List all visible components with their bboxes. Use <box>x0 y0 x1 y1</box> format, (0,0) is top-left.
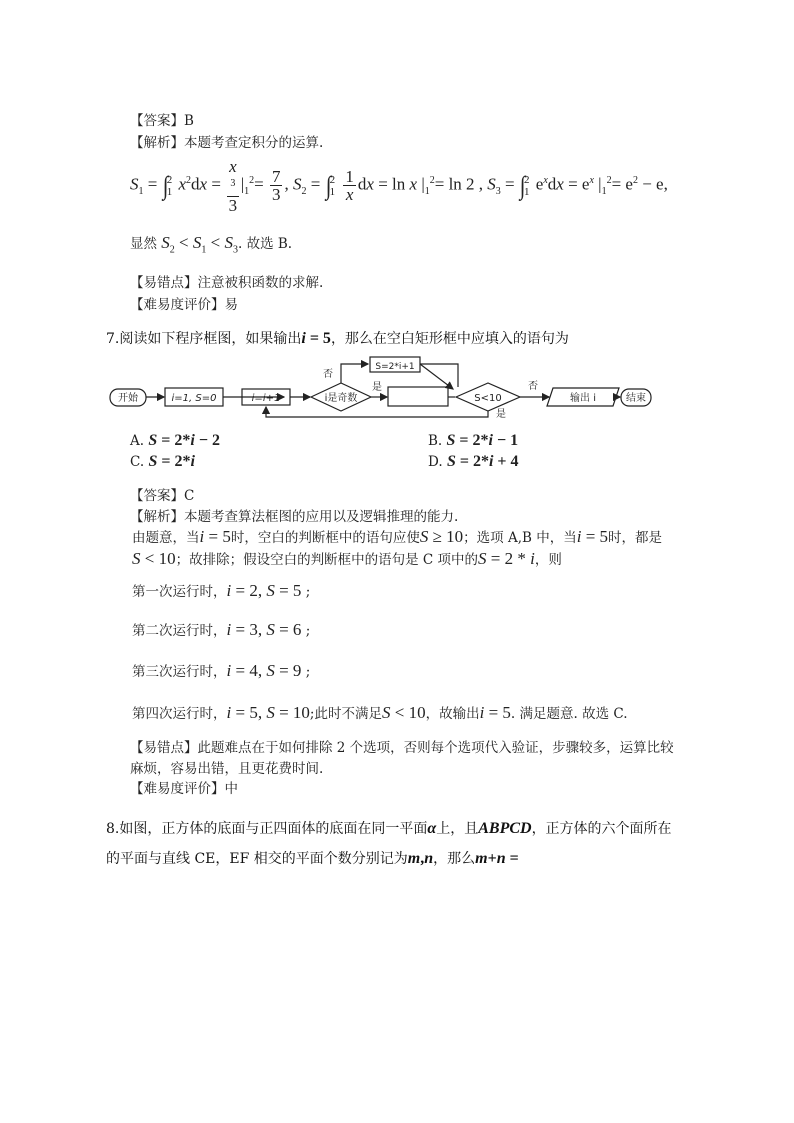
flow-no2-label: 否 <box>528 381 538 392</box>
flow-decision-odd-label: i是奇数 <box>324 393 358 404</box>
q8-line1: 8.如图，正方体的底面与正四面体的底面在同一平面α上，且ABPCD，正方体的六个面所在 <box>106 820 672 837</box>
q7-run4: 第四次运行时，i = 5, S = 10;此时不满足S < 10，故输出i = 5. 满足题意. 故选 C. <box>132 703 628 722</box>
q7-analysis-line1: 由题意，当i = 5时，空白的判断框中的语句应使S ≥ 10；选项 A,B 中，当i = 5时，都是 <box>132 527 663 546</box>
q7-option-c: C. S = 2*i <box>130 453 195 470</box>
flow-yes2-label: 是 <box>496 409 506 420</box>
q6-conclusion: 显然 $S_2 < S_1 < S_3$. 故选 B. <box>130 233 293 256</box>
q7-option-a: A. S = 2*i − 2 <box>130 432 220 449</box>
q7-flowchart <box>108 355 653 423</box>
flow-no1-label: 否 <box>323 369 333 380</box>
q6-difficulty: 【难易度评价】易 <box>130 297 238 313</box>
flow-start-label: 开始 <box>118 393 138 404</box>
q7-option-b: B. S = 2*i − 1 <box>428 432 519 449</box>
flow-output-label: 输出 i <box>570 393 596 404</box>
q7-difficulty: 【难易度评价】中 <box>130 781 238 797</box>
q8-line2: 的平面与直线 CE，EF 相交的平面个数分别记为m,n，那么m+n = <box>106 850 519 867</box>
q7-run1: 第一次运行时，i = 2, S = 5 ; <box>132 581 311 600</box>
q7-answer: 【答案】C <box>130 488 195 504</box>
flow-increment-label: i=i+1 <box>251 393 281 404</box>
q7-analysis-line2: S < 10；故排除；假设空白的判断框中的语句是 C 项中的S = 2 * i，则 <box>132 549 562 568</box>
q7-error-point-2: 麻烦，容易出错，且更花费时间. <box>130 761 324 777</box>
q7-question: 7.阅读如下程序框图，如果输出i = 5，那么在空白矩形框中应填入的语句为 <box>106 330 569 347</box>
q6-answer: 【答案】B <box>130 113 194 129</box>
q7-analysis: 【解析】本题考查算法框图的应用以及逻辑推理的能力. <box>130 509 459 525</box>
q7-run3: 第三次运行时，i = 4, S = 9 ; <box>132 661 311 680</box>
flow-decision-s-label: S<10 <box>474 393 502 404</box>
q7-run2: 第二次运行时，i = 3, S = 6 ; <box>132 620 311 639</box>
q6-analysis: 【解析】本题考查定积分的运算. <box>130 135 324 151</box>
q7-error-point-1: 【易错点】此题难点在于如何排除 2 个选项，否则每个选项代入验证，步骤较多，运算比较 <box>130 740 674 756</box>
flow-end-label: 结束 <box>626 393 646 404</box>
flow-blank-box <box>388 387 448 406</box>
q6-integral-formula: $S_1$ = ∫ 2 1 $x^2dx$ = x $^3$ 3 $|_1^2=$ $\frac{7}{3}$ , $S_2$ = ∫ 2 1 $\frac{1}{x}$ dx = ln x $|_1^2= \ln 2$ , $S_3$ = ∫ 2 1 $e^xdx = e^x$ $|_1^2= e^2 - e$, <box>130 157 668 215</box>
flow-assign-top-label: S=2*i+1 <box>375 362 415 372</box>
flow-yes1-label: 是 <box>372 382 382 393</box>
q7-option-d: D. S = 2*i + 4 <box>428 453 519 470</box>
q6-error-point: 【易错点】注意被积函数的求解. <box>130 275 324 291</box>
flow-init-label: i=1, S=0 <box>171 393 217 404</box>
